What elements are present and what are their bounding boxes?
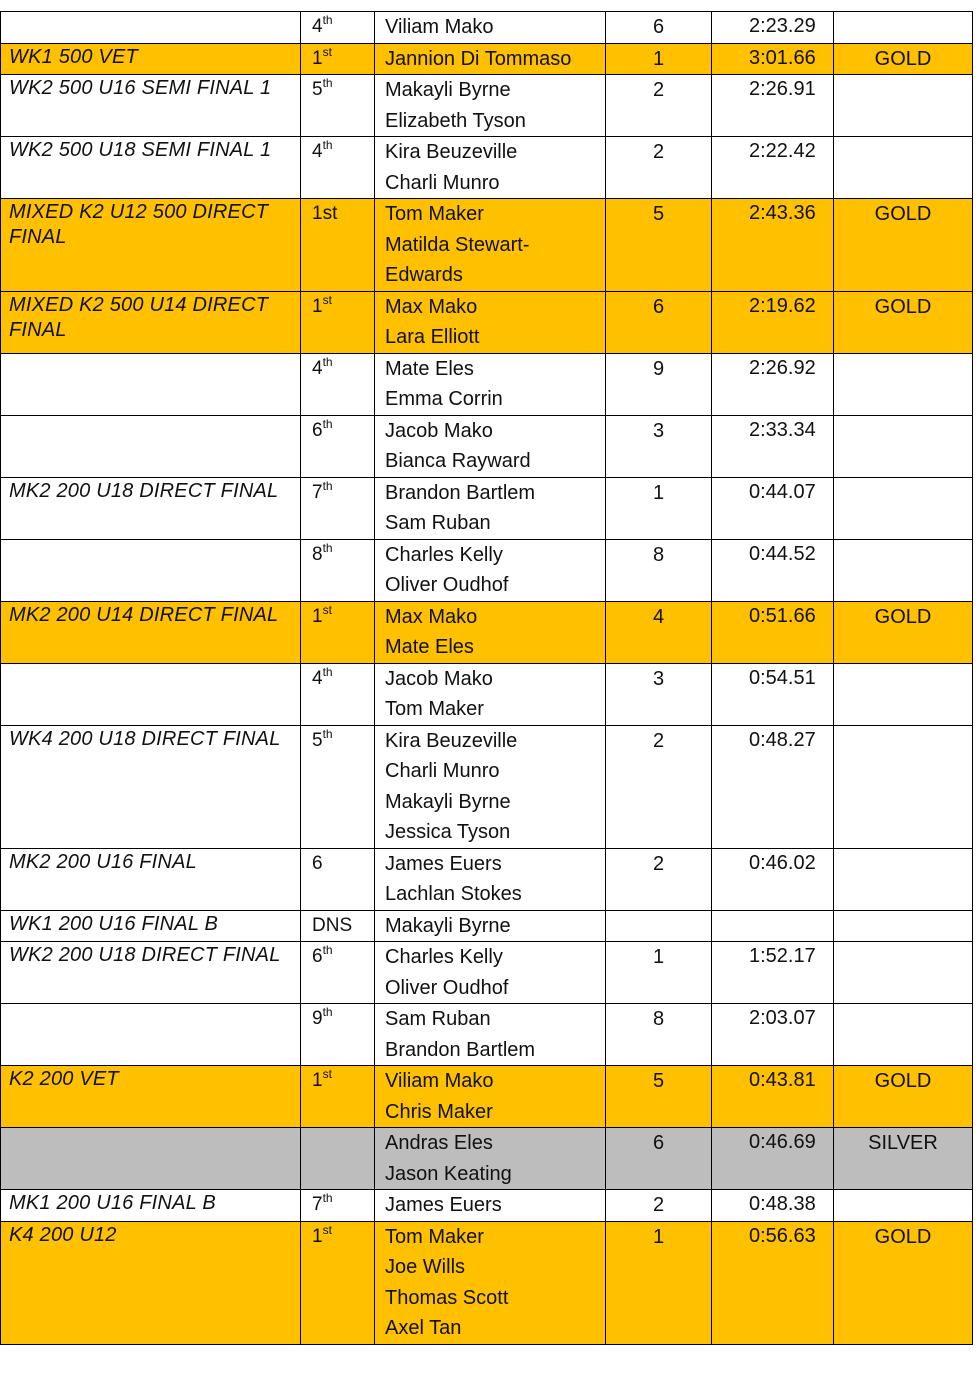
crew-member: Charli Munro [385,760,500,782]
event-cell: MK2 200 U14 DIRECT FINAL [1,601,301,663]
medal-cell: GOLD [834,1221,973,1344]
event-cell [1,415,301,477]
crew-member: Elizabeth Tyson [385,109,526,132]
table-row [1,75,973,137]
event-cell: MK2 200 U18 DIRECT FINAL [1,477,301,539]
crew-cell [375,137,606,199]
lane-cell: 5 [606,1066,712,1128]
crew-cell [375,1128,606,1190]
place-cell [301,291,375,353]
crew-cell [375,848,606,910]
table-row [1,1190,973,1222]
place-suffix: st [322,1222,332,1237]
crew-member: Bianca Rayward [385,450,531,472]
crew-member: Axel Tan [385,1317,462,1339]
medal-cell [834,1190,973,1222]
place-suffix: th [322,943,333,957]
crew-cell [375,1190,606,1222]
place-value: 4 [312,16,323,37]
place-value: 4 [312,667,323,689]
lane-cell [606,910,712,942]
place-value: 1st [312,203,338,224]
place-cell [301,75,375,137]
place-cell [301,910,375,942]
place-value: 6 [312,852,323,874]
time-cell: 0:43.81 [712,1066,834,1128]
lane-cell: 6 [606,12,712,44]
place-suffix: th [322,13,333,27]
crew-member: Mate Eles [385,636,474,658]
crew-cell [375,663,606,725]
crew-member: Charles Kelly [385,543,503,566]
place-suffix: th [322,478,333,493]
medal-cell [834,137,973,199]
lane-cell: 6 [606,1128,712,1190]
crew-member: Mate Eles [385,357,474,380]
place-value: 1 [312,605,323,627]
table-row [1,477,973,539]
crew-cell [375,601,606,663]
table-row [1,1004,973,1066]
place-cell [301,12,375,44]
place-suffix: st [322,292,332,307]
crew-member: Tom Maker [385,698,484,720]
place-suffix: th [322,76,333,90]
event-cell [1,663,301,725]
medal-cell: SILVER [834,1128,973,1190]
place-suffix: st [322,1067,332,1081]
lane-cell: 3 [606,663,712,725]
medal-cell [834,539,973,601]
crew-member: Thomas Scott [385,1286,509,1309]
time-cell: 0:54.51 [712,663,834,725]
time-cell: 2:22.42 [712,137,834,199]
crew-member: Chris Maker [385,1100,493,1123]
lane-cell: 2 [606,848,712,910]
lane-cell: 2 [606,1190,712,1222]
time-cell: 0:56.63 [712,1221,834,1344]
medal-cell [834,75,973,137]
crew-member: Matilda Stewart- [385,233,530,256]
crew-cell [375,725,606,848]
event-cell [1,353,301,415]
crew-cell [375,1066,606,1128]
crew-member: Max Mako [385,295,478,318]
crew-cell [375,415,606,477]
lane-cell: 2 [606,137,712,199]
place-cell [301,415,375,477]
place-value: 1 [312,47,323,69]
event-cell: MK1 200 U16 FINAL B [1,1190,301,1222]
table-row [1,1221,973,1344]
time-cell: 0:44.52 [712,539,834,601]
medal-cell [834,12,973,44]
crew-cell [375,291,606,353]
crew-member: Emma Corrin [385,388,503,410]
crew-member: Lachlan Stokes [385,883,522,905]
place-value: 4 [312,141,323,162]
lane-cell: 2 [606,75,712,137]
event-cell: WK2 200 U18 DIRECT FINAL [1,942,301,1004]
time-cell: 0:48.38 [712,1190,834,1222]
crew-member: Sam Ruban [385,1008,491,1030]
place-suffix: th [322,1005,333,1019]
crew-member: Jannion Di Tommaso [385,47,572,70]
crew-member: Charles Kelly [385,946,503,968]
place-value: 4 [312,357,323,379]
time-cell: 0:46.02 [712,848,834,910]
event-cell [1,12,301,44]
lane-cell: 1 [606,477,712,539]
crew-cell [375,1221,606,1344]
lane-cell: 3 [606,415,712,477]
lane-cell: 1 [606,942,712,1004]
place-cell [301,663,375,725]
crew-member: James Euers [385,852,502,875]
crew-member: Edwards [385,264,463,286]
place-value: 7 [312,1194,323,1215]
table-row [1,415,973,477]
place-suffix: th [322,1191,333,1205]
event-cell [1,1128,301,1190]
place-cell [301,43,375,75]
time-cell: 2:33.34 [712,415,834,477]
medal-cell: GOLD [834,1066,973,1128]
crew-member: Viliam Mako [385,16,494,38]
place-cell [301,199,375,292]
table-row [1,601,973,663]
place-value: 5 [312,79,323,100]
crew-member: Andras Eles [385,1132,493,1154]
crew-member: Tom Maker [385,203,484,225]
place-value: 6 [312,946,323,967]
crew-member: Viliam Mako [385,1070,494,1092]
place-cell [301,942,375,1004]
place-cell [301,848,375,910]
medal-cell: GOLD [834,291,973,353]
lane-cell: 8 [606,539,712,601]
crew-cell [375,539,606,601]
place-value: 6 [312,419,323,441]
crew-member: Joe Wills [385,1256,466,1278]
table-row [1,291,973,353]
table-row [1,1066,973,1128]
place-value: 1 [312,1070,323,1091]
crew-cell [375,1004,606,1066]
crew-member: Brandon Bartlem [385,1038,536,1061]
place-cell [301,1221,375,1344]
crew-cell [375,353,606,415]
place-suffix: th [322,726,333,741]
crew-member: Brandon Bartlem [385,481,536,504]
event-cell: MIXED K2 500 U14 DIRECT FINAL [1,291,301,353]
time-cell: 2:43.36 [712,199,834,292]
lane-cell: 4 [606,601,712,663]
table-row [1,848,973,910]
event-cell [1,1004,301,1066]
table-row [1,539,973,601]
place-cell [301,1066,375,1128]
place-value: 1 [312,1225,323,1247]
lane-cell: 5 [606,199,712,292]
place-cell [301,725,375,848]
event-cell: MK2 200 U16 FINAL [1,848,301,910]
time-cell: 3:01.66 [712,43,834,75]
table-row [1,910,973,942]
crew-member: Lara Elliott [385,326,480,348]
place-cell [301,1128,375,1190]
place-value: DNS [312,914,353,936]
place-suffix: th [322,138,333,152]
lane-cell: 2 [606,725,712,848]
table-row [1,663,973,725]
crew-member: Makayli Byrne [385,914,511,937]
time-cell: 1:52.17 [712,942,834,1004]
place-suffix: th [322,416,333,431]
table-row [1,353,973,415]
medal-cell [834,1004,973,1066]
crew-cell [375,43,606,75]
medal-cell: GOLD [834,601,973,663]
event-cell: WK2 500 U16 SEMI FINAL 1 [1,75,301,137]
medal-cell [834,848,973,910]
lane-cell: 9 [606,353,712,415]
event-cell: K2 200 VET [1,1066,301,1128]
event-cell: WK1 200 U16 FINAL B [1,910,301,942]
time-cell: 2:23.29 [712,12,834,44]
crew-cell [375,910,606,942]
time-cell: 0:51.66 [712,601,834,663]
place-value: 8 [312,543,323,565]
time-cell: 2:19.62 [712,291,834,353]
time-cell [712,910,834,942]
crew-cell [375,199,606,292]
lane-cell: 1 [606,1221,712,1344]
place-value: 1 [312,295,323,317]
place-value: 9 [312,1008,323,1029]
place-suffix: th [322,354,333,369]
lane-cell: 6 [606,291,712,353]
time-cell: 2:26.91 [712,75,834,137]
crew-member: Sam Ruban [385,512,491,534]
crew-cell [375,75,606,137]
place-suffix: st [322,44,332,59]
crew-cell [375,942,606,1004]
crew-member: Oliver Oudhof [385,574,509,596]
crew-member: Kira Beuzeville [385,141,518,163]
medal-cell [834,663,973,725]
place-suffix: th [322,540,333,555]
crew-member: Max Mako [385,605,478,628]
time-cell: 0:44.07 [712,477,834,539]
lane-cell: 8 [606,1004,712,1066]
event-cell: K4 200 U12 [1,1221,301,1344]
place-cell [301,601,375,663]
crew-member: Jason Keating [385,1162,512,1185]
place-cell [301,353,375,415]
time-cell: 2:26.92 [712,353,834,415]
crew-member: Jacob Mako [385,667,493,690]
crew-member: Oliver Oudhof [385,976,509,999]
place-cell [301,477,375,539]
event-cell: WK1 500 VET [1,43,301,75]
table-row [1,942,973,1004]
table-row [1,12,973,44]
place-cell [301,539,375,601]
medal-cell [834,725,973,848]
medal-cell [834,353,973,415]
medal-cell: GOLD [834,43,973,75]
place-cell [301,1004,375,1066]
table-row [1,137,973,199]
event-cell [1,539,301,601]
time-cell: 0:46.69 [712,1128,834,1190]
medal-cell [834,415,973,477]
crew-member: Tom Maker [385,1225,484,1248]
crew-member: Makayli Byrne [385,79,511,101]
event-cell: WK4 200 U18 DIRECT FINAL [1,725,301,848]
time-cell: 2:03.07 [712,1004,834,1066]
crew-member: Makayli Byrne [385,790,511,813]
event-cell: WK2 500 U18 SEMI FINAL 1 [1,137,301,199]
medal-cell [834,477,973,539]
lane-cell: 1 [606,43,712,75]
table-row [1,199,973,292]
time-cell: 0:48.27 [712,725,834,848]
crew-cell [375,12,606,44]
crew-member: Kira Beuzeville [385,729,518,752]
place-value: 7 [312,481,323,503]
place-suffix: th [322,664,333,679]
table-row [1,43,973,75]
table-row [1,725,973,848]
table-row [1,1128,973,1190]
crew-member: Charli Munro [385,171,500,194]
medal-cell: GOLD [834,199,973,292]
results-table [0,11,973,1345]
place-cell [301,137,375,199]
event-cell: MIXED K2 U12 500 DIRECT FINAL [1,199,301,292]
crew-cell [375,477,606,539]
crew-member: James Euers [385,1194,502,1216]
results-body [1,12,973,1345]
place-suffix: st [322,602,332,617]
medal-cell [834,942,973,1004]
medal-cell [834,910,973,942]
crew-member: Jacob Mako [385,419,493,442]
place-value: 5 [312,729,323,751]
crew-member: Jessica Tyson [385,821,511,843]
place-cell [301,1190,375,1222]
